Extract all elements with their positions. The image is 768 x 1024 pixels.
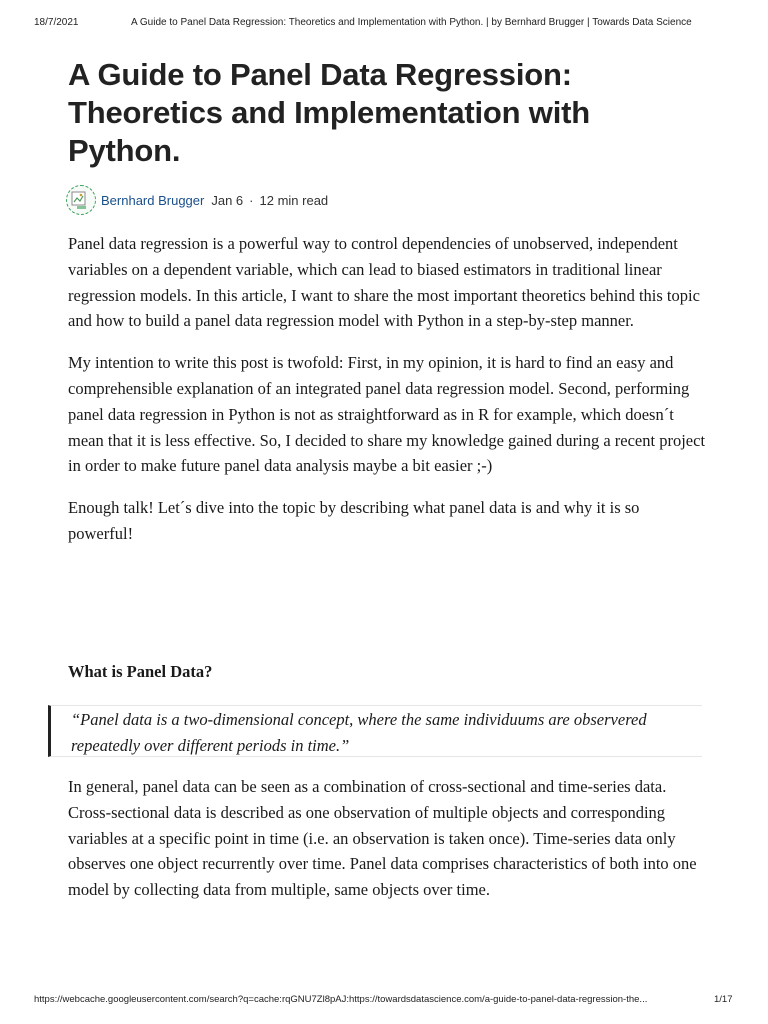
article xyxy=(68,56,708,547)
section-heading: What is Panel Data? xyxy=(68,662,213,681)
byline-separator: · xyxy=(249,192,254,208)
paragraph: In general, panel data can be seen as a combination of cross-sectional and time-series data. Cross-sectional data is described as one observation of multiple objects and corresponding variables at a specific point in time (i.e. an observation is taken once). Time-series data only observes one object recurrently over time. Panel data comprises characteristics of both into one model by collecting data from multiple, same objects over time. xyxy=(68,777,697,900)
author-name-link[interactable]: Bernhard Brugger xyxy=(101,192,205,208)
print-header xyxy=(0,17,768,31)
print-footer xyxy=(0,994,768,1008)
paragraph: Enough talk! Let´s dive into the topic by describing what panel data is and why it is so powerful! xyxy=(68,498,640,543)
article-body xyxy=(68,231,708,547)
print-date: 18/7/2021 xyxy=(34,17,79,28)
print-url: https://webcache.googleusercontent.com/search?q=cache:rqGNU7Zl8pAJ:https://towardsdatascience.com/a-guide-to-panel-data-regression-the... xyxy=(34,994,648,1005)
byline xyxy=(68,184,708,216)
paragraph: Panel data regression is a powerful way to control dependencies of unobserved, independent variables on a dependent variable, which can lead to biased estimators in traditional linear regression models. In this article, I want to share the most important theoretics behind this topic and how to build a panel data regression model with Python in a step-by-step manner. xyxy=(68,234,700,331)
pull-quote: “Panel data is a two-dimensional concept, where the same individuums are observered repeatedly over different periods in time.” xyxy=(48,705,702,757)
print-page-title: A Guide to Panel Data Regression: Theoretics and Implementation with Python. | by Bernhard Brugger | Towards Data Science xyxy=(131,17,692,28)
read-time: 12 min read xyxy=(259,192,329,208)
broken-image-icon xyxy=(71,190,91,210)
author-avatar[interactable] xyxy=(66,185,96,215)
article-title: A Guide to Panel Data Regression: Theoretics and Implementation with Python. xyxy=(68,57,590,168)
paragraph: My intention to write this post is twofold: First, in my opinion, it is hard to find an easy and comprehensible explanation of an integrated panel data regression model. Second, performing panel data regression in Python is not as straightforward as in R for example, which doesn´t mean that it is less effective. So, I decided to share my knowledge gained during a recent project in order to make future panel data analysis maybe a bit easier ;-) xyxy=(68,353,706,476)
page-number: 1/17 xyxy=(714,994,733,1005)
publish-date: Jan 6 xyxy=(211,192,244,208)
